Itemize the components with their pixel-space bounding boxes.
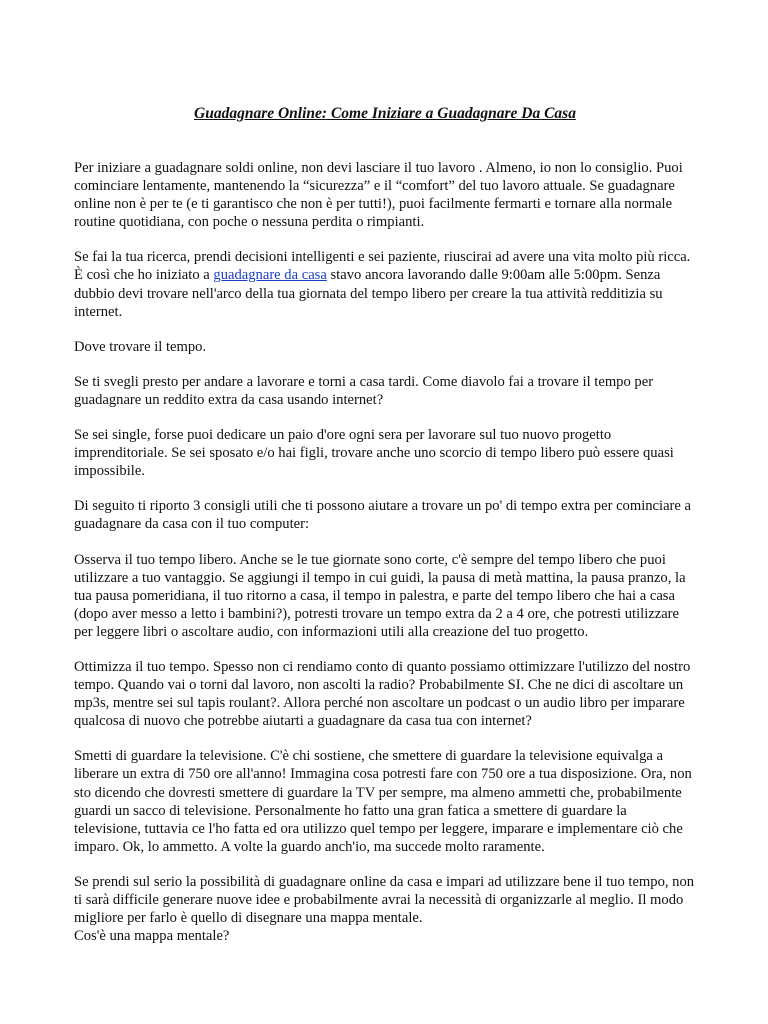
document-title: Guadagnare Online: Come Iniziare a Guadagnare Da Casa [194,105,576,122]
paragraph-tip-television: Smetti di guardare la televisione. C'è chi sostiene, che smettere di guardare la televisione equivalga a liberare un extra di 750 ore all'anno! Immagina cosa potresti fare con 750 ore a tua disposizione. Ora, non sto dicendo che dovresti smettere di guardare la TV per sempre, ma almeno ammetti che, probabilmente guardi un sacco di televisione. Personalmente ho fatto una gran fatica a smettere di guardare la televisione, tuttavia ce l'ho fatta ed ora utilizzo quel tempo per leggere, imparare e implementare ciò che imparo. Ok, lo ammetto. A volte la guardo anch'io, ma succede molto raramente. [74,748,692,855]
guadagnare-da-casa-link[interactable]: guadagnare da casa [213,267,327,284]
paragraph-serious: Se prendi sul serio la possibilità di guadagnare online da casa e impari ad utilizzare bene il tuo tempo, non ti sarà difficile generare nuove idee e probabilmente avrai la necessità di organizzarle al meglio. Il modo migliore per farlo è quello di disegnare una mappa mentale. [74,873,695,927]
paragraph-intro: Per iniziare a guadagnare soldi online, non devi lasciare il tuo lavoro . Almeno, io non lo consiglio. Puoi cominciare lentamente, mantenendo la “sicurezza” e il “comfort” del tuo lavoro attuale. Se guadagnare online non è per te (e ti garantisco che non è per tutti!), puoi facilmente fermarti e tornare alla normale routine quotidiana, con poche o nessuna perdita o rimpianti. [74,160,683,231]
paragraph-wake-early: Se ti svegli presto per andare a lavorare e torni a casa tardi. Come diavolo fai a trovare il tempo per guadagnare un reddito extra da casa usando internet? [74,373,654,408]
paragraph-where-time: Dove trovare il tempo. [74,338,207,355]
paragraph-research [74,248,696,320]
paragraph-research-text-start: Se fai la tua ricerca, prendi decisioni intelligenti e sei paziente, riuscirai ad avere una vita molto più ricca. È così che ho iniziato a [74,249,691,284]
paragraph-tip-observe: Osserva il tuo tempo libero. Anche se le tue giornate sono corte, c'è sempre del tempo libero che puoi utilizzare a tuo vantaggio. Se aggiungi il tempo in cui guidi, la pausa di metà mattina, la pausa pranzo, la tua pausa pomeridiana, il tuo ritorno a casa, il tempo in palestra, e parte del tempo libero che hai a casa (dopo aver messo a letto i bambini?), potresti trovare un tempo extra da 2 a 4 ore, che potresti utilizzare per leggere libri o ascoltare audio, con informazioni utili alla creazione del tuo progetto. [74,551,686,640]
paragraph-mind-map-question: Cos'è una mappa mentale? [74,928,230,945]
paragraph-tip-optimize: Ottimizza il tuo tempo. Spesso non ci rendiamo conto di quanto possiamo ottimizzare l'utilizzo del nostro tempo. Quando vai o torni dal lavoro, non ascolti la radio? Probabilmente SI. Che ne dici di ascoltare un mp3s, mentre sei sul tapis roulant?. Allora perché non ascoltare un podcast o un audio libro per imparare qualcosa di nuovo che potrebbe aiutarti a guadagnare da casa tua con internet? [74,658,691,730]
paragraph-research-text-end: stavo ancora lavorando dalle 9:00am alle 5:00pm. Senza dubbio devi trovare nell'arco della tua giornata del tempo libero per creare la tua attività redditizia su internet. [74,267,663,320]
document-page [74,104,696,945]
paragraph-three-tips: Di seguito ti riporto 3 consigli utili che ti possono aiutare a trovare un po' di tempo extra per cominciare a guadagnare da casa con il tuo computer: [74,498,692,533]
paragraph-single: Se sei single, forse puoi dedicare un paio d'ore ogni sera per lavorare sul tuo nuovo progetto imprenditoriale. Se sei sposato e/o hai figli, trovare anche uno scorcio di tempo libero può essere quasi impossibile. [74,427,674,480]
